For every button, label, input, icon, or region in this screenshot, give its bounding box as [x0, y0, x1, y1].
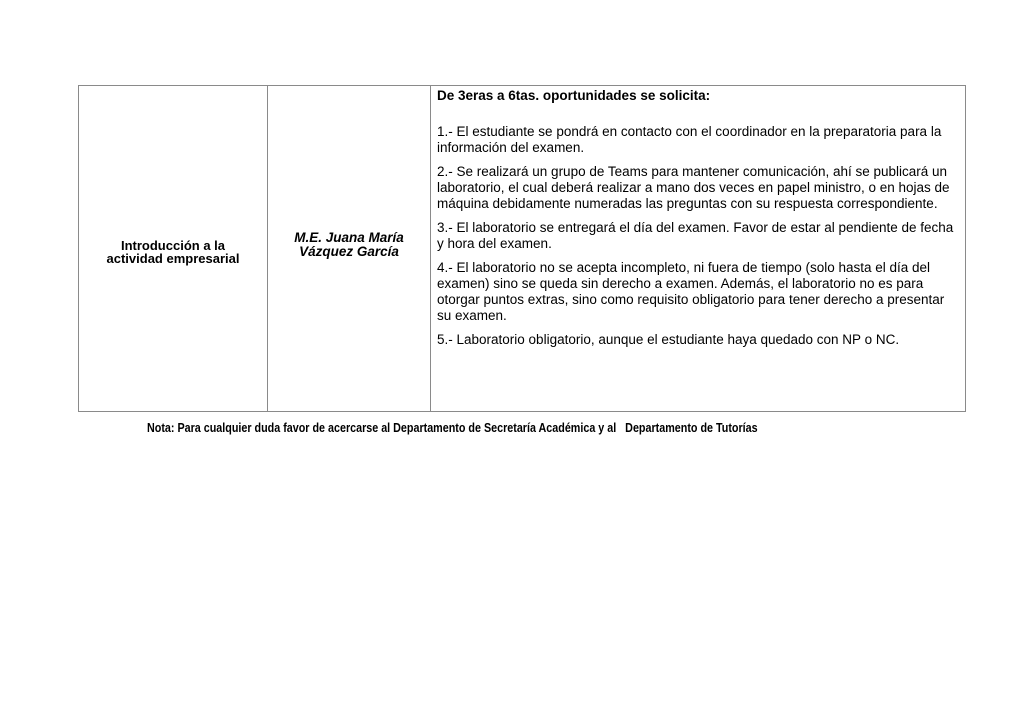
subject-cell — [79, 86, 268, 412]
footer-note: Nota: Para cualquier duda favor de acercarse al Departamento de Secretaría Académica y al Departamento de Tutorías — [147, 421, 758, 435]
requirement-item-2: 2.- Se realizará un grupo de Teams para mantener comunicación, ahí se publicará un laboratorio, el cual deberá realizar a mano dos veces en papel ministro, o en hojas de máquina debidamente numeradas las preguntas con su respuesta correspondiente. — [437, 164, 950, 211]
subject-name: Introducción a la actividad empresarial — [106, 237, 240, 266]
table-row — [79, 86, 966, 412]
requirement-item-3: 3.- El laboratorio se entregará el día del examen. Favor de estar al pendiente de fecha y hora del examen. — [437, 220, 954, 251]
requirement-item-5: 5.- Laboratorio obligatorio, aunque el estudiante haya quedado con NP o NC. — [437, 332, 900, 347]
requirements-heading: De 3eras a 6tas. oportunidades se solicita: — [437, 88, 711, 103]
teacher-cell — [268, 86, 431, 412]
teacher-name: M.E. Juana María Vázquez García — [294, 229, 404, 259]
requirement-item-1: 1.- El estudiante se pondrá en contacto con el coordinador en la preparatoria para la información del examen. — [437, 124, 942, 155]
requirements-cell — [431, 86, 966, 412]
requirement-item-4: 4.- El laboratorio no se acepta incompleto, ni fuera de tiempo (solo hasta el día del examen) sino se queda sin derecho a examen. Además, el laboratorio no es para otorgar puntos extras, sino como requisito obligatorio para tener derecho a presentar su examen. — [437, 260, 945, 323]
exam-requirements-table — [78, 85, 966, 412]
